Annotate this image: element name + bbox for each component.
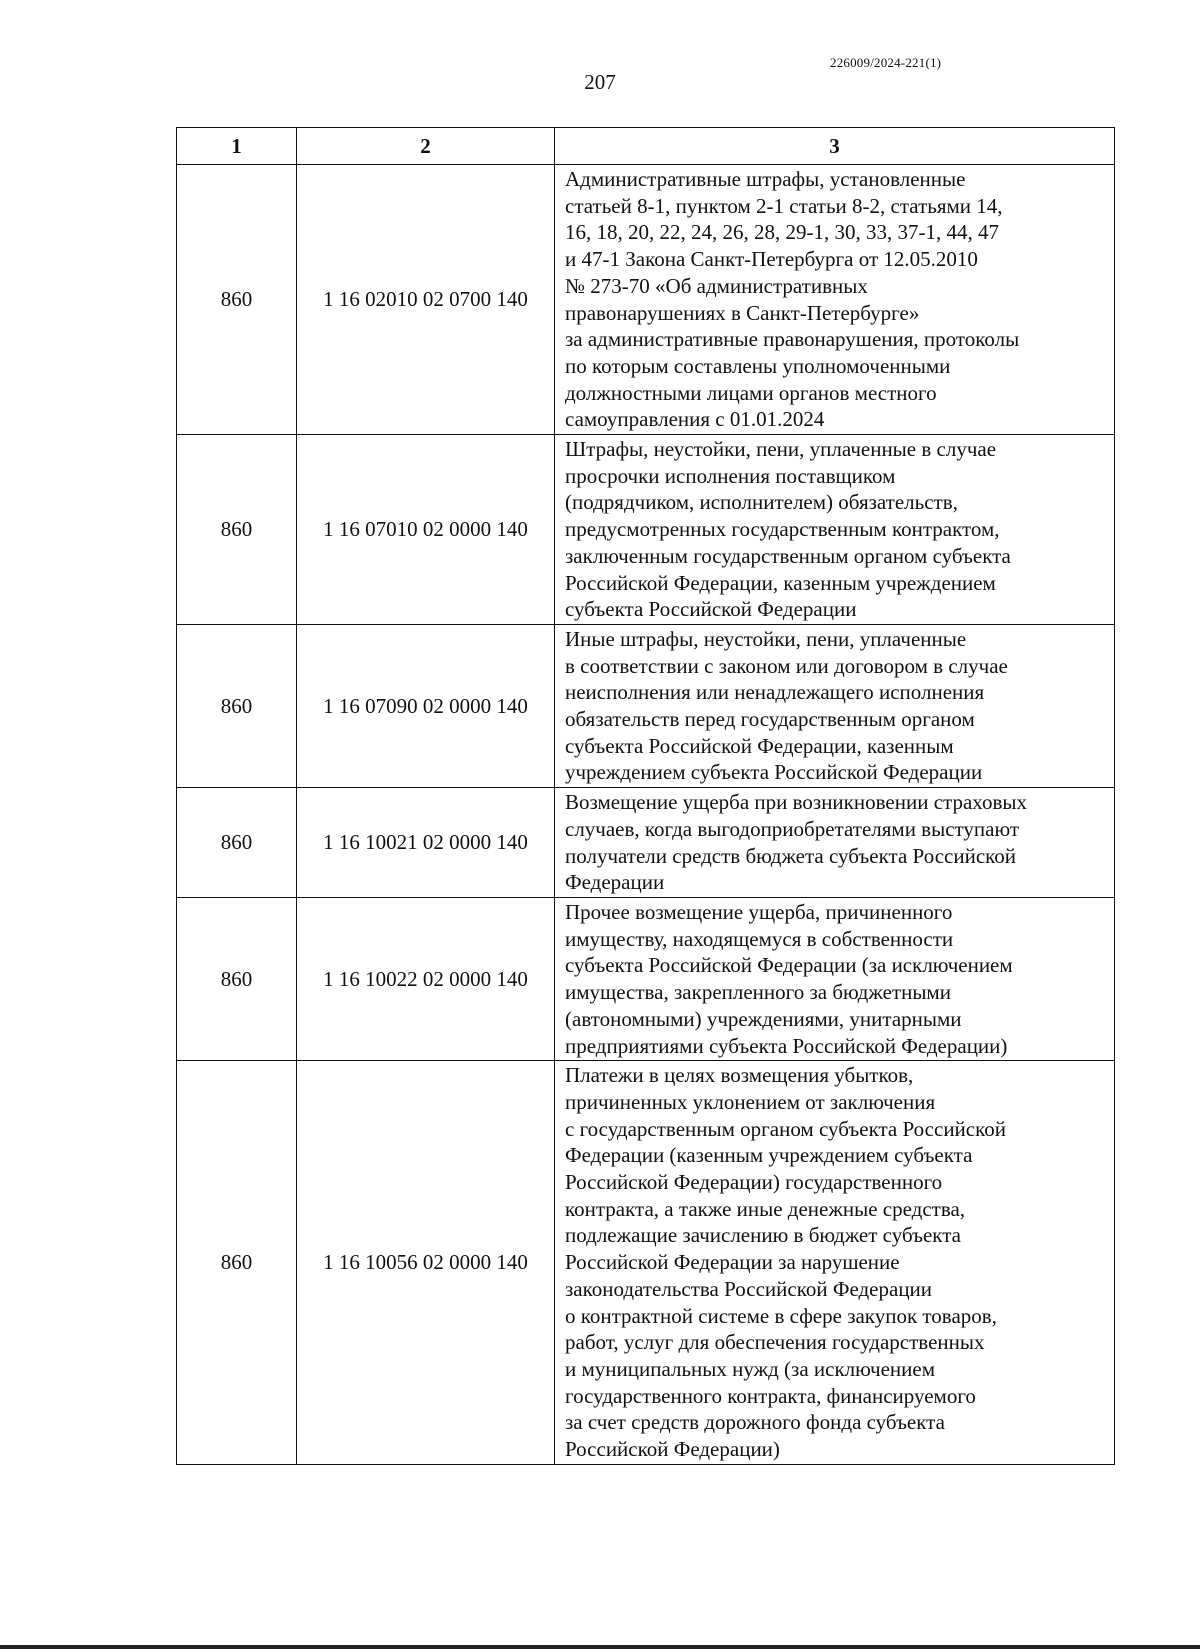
description-line: неисполнения или ненадлежащего исполнения (565, 680, 985, 705)
budget-code-cell: 1 16 10056 02 0000 140 (297, 1061, 555, 1465)
description-line: законодательства Российской Федерации (565, 1276, 933, 1301)
description-cell (555, 897, 1115, 1060)
column-header-2: 2 (297, 128, 555, 165)
description-line: по которым составлены уполномоченными (565, 353, 951, 378)
description-line: субъекта Российской Федерации (565, 597, 857, 622)
table-header-row (177, 128, 1115, 165)
description-line: Российской Федерации, казенным учреждением (565, 570, 996, 595)
table-row (177, 624, 1115, 787)
description-line: Прочее возмещение ущерба, причиненного (565, 899, 953, 924)
budget-code-cell: 1 16 02010 02 0700 140 (297, 165, 555, 435)
description-cell (555, 435, 1115, 625)
description-line: за административные правонарушения, протоколы (565, 327, 1020, 352)
description-line: Возмещение ущерба при возникновении страховых (565, 790, 1027, 815)
table-row (177, 897, 1115, 1060)
admin-code-cell: 860 (177, 165, 297, 435)
description-line: Российской Федерации за нарушение (565, 1250, 900, 1275)
description-line: в соответствии с законом или договором в случае (565, 653, 1008, 678)
document-id: 226009/2024-221(1) (830, 55, 942, 70)
description-line: Российской Федерации) государственного (565, 1170, 943, 1195)
description-line: обязательств перед государственным органом (565, 707, 975, 732)
description-line: субъекта Российской Федерации, казенным (565, 733, 954, 758)
table-row (177, 1061, 1115, 1465)
description-line: статьей 8-1, пунктом 2-1 статьи 8-2, статьями 14, (565, 193, 1003, 218)
page-number: 207 (584, 70, 616, 94)
description-line: Российской Федерации) (565, 1437, 780, 1462)
table-row (177, 165, 1115, 435)
column-header-3: 3 (555, 128, 1115, 165)
budget-code-cell: 1 16 07010 02 0000 140 (297, 435, 555, 625)
description-line: причиненных уклонением от заключения (565, 1089, 936, 1114)
description-line: подлежащие зачислению в бюджет субъекта (565, 1223, 961, 1248)
description-line: за счет средств дорожного фонда субъекта (565, 1410, 945, 1435)
description-line: учреждением субъекта Российской Федерации (565, 760, 983, 785)
description-line: контракта, а также иные денежные средства, (565, 1196, 966, 1221)
description-line: предусмотренных государственным контрактом, (565, 517, 1000, 542)
description-line: предприятиями субъекта Российской Федерации) (565, 1033, 1008, 1058)
description-line: о контрактной системе в сфере закупок товаров, (565, 1303, 997, 1328)
table-body (177, 165, 1115, 1465)
admin-code-cell: 860 (177, 435, 297, 625)
description-cell (555, 165, 1115, 435)
admin-code-cell: 860 (177, 788, 297, 898)
description-line: государственного контракта, финансируемого (565, 1383, 976, 1408)
description-cell (555, 788, 1115, 898)
budget-code-cell: 1 16 10022 02 0000 140 (297, 897, 555, 1060)
admin-code-cell: 860 (177, 1061, 297, 1465)
description-line: Платежи в целях возмещения убытков, (565, 1063, 914, 1088)
budget-code-cell: 1 16 07090 02 0000 140 (297, 624, 555, 787)
budget-code-cell: 1 16 10021 02 0000 140 (297, 788, 555, 898)
description-line: просрочки исполнения поставщиком (565, 463, 896, 488)
description-line: и 47-1 Закона Санкт-Петербурга от 12.05.2010 (565, 247, 978, 272)
description-line: должностными лицами органов местного (565, 380, 937, 405)
description-line: с государственным органом субъекта Российской (565, 1116, 1006, 1141)
description-line: (автономными) учреждениями, унитарными (565, 1006, 962, 1031)
description-line: 16, 18, 20, 22, 24, 26, 28, 29-1, 30, 33, 37-1, 44, 47 (565, 220, 999, 245)
description-line: (подрядчиком, исполнителем) обязательств, (565, 490, 958, 515)
description-line: Федерации (565, 870, 665, 895)
description-line: № 273-70 «Об административных (565, 273, 868, 298)
description-line: работ, услуг для обеспечения государственных (565, 1330, 985, 1355)
admin-code-cell: 860 (177, 624, 297, 787)
description-line: имуществу, находящемуся в собственности (565, 926, 954, 951)
description-line: заключенным государственным органом субъекта (565, 543, 1011, 568)
description-line: Административные штрафы, установленные (565, 167, 966, 191)
description-line: Иные штрафы, неустойки, пени, уплаченные (565, 626, 967, 651)
admin-code-cell: 860 (177, 897, 297, 1060)
description-line: имущества, закрепленного за бюджетными (565, 980, 951, 1005)
table-row (177, 435, 1115, 625)
column-header-1: 1 (177, 128, 297, 165)
description-line: случаев, когда выгодоприобретателями выступают (565, 816, 1020, 841)
description-cell (555, 1061, 1115, 1465)
description-cell (555, 624, 1115, 787)
description-line: и муниципальных нужд (за исключением (565, 1356, 935, 1381)
table-row (177, 788, 1115, 898)
description-line: самоуправления с 01.01.2024 (565, 407, 825, 432)
scan-edge-line (0, 1645, 1200, 1649)
description-line: субъекта Российской Федерации (за исключением (565, 953, 1013, 978)
description-line: Федерации (казенным учреждением субъекта (565, 1143, 973, 1168)
description-line: правонарушениях в Санкт-Петербурге» (565, 300, 920, 325)
description-line: получатели средств бюджета субъекта Российской (565, 843, 1017, 868)
description-line: Штрафы, неустойки, пени, уплаченные в случае (565, 437, 997, 462)
budget-codes-table (176, 127, 1115, 1465)
